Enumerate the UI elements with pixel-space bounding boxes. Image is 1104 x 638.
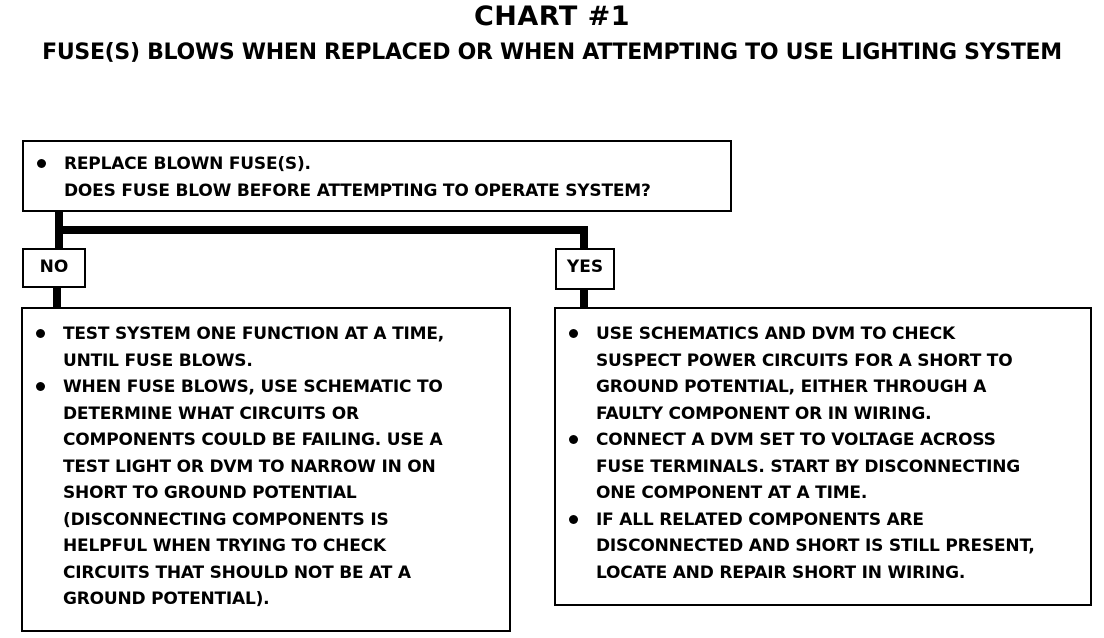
connector-yes-drop — [580, 226, 588, 250]
no-action-line: SHORT TO GROUND POTENTIAL — [63, 483, 357, 503]
no-action-line: TEST SYSTEM ONE FUNCTION AT A TIME, — [63, 324, 444, 344]
yes-action-box — [554, 307, 1092, 606]
yes-action-line: GROUND POTENTIAL, EITHER THROUGH A — [596, 377, 987, 397]
chart-title: CHART #1 — [473, 1, 631, 32]
no-action-item — [31, 374, 503, 613]
yes-action-line: DISCONNECTED AND SHORT IS STILL PRESENT, — [596, 536, 1035, 556]
yes-action-line: SUSPECT POWER CIRCUITS FOR A SHORT TO — [596, 350, 1013, 371]
no-action-line: COMPONENTS COULD BE FAILING. USE A — [63, 430, 443, 450]
yes-action-line: CONNECT A DVM SET TO VOLTAGE ACROSS — [596, 430, 996, 450]
connector-yes-stem — [580, 289, 588, 309]
no-action-line: WHEN FUSE BLOWS, USE SCHEMATIC TO — [63, 377, 443, 397]
yes-action-line: LOCATE AND REPAIR SHORT IN WIRING. — [596, 562, 966, 583]
no-action-line: GROUND POTENTIAL). — [63, 589, 270, 609]
decision-item — [32, 151, 722, 204]
decision-line: REPLACE BLOWN FUSE(S). — [64, 154, 311, 174]
connector-horizontal — [55, 226, 588, 234]
no-action-line: CIRCUITS THAT SHOULD NOT BE AT A — [63, 562, 411, 583]
yes-action-item — [564, 427, 1086, 507]
yes-action-line: USE SCHEMATICS AND DVM TO CHECK — [596, 324, 956, 344]
no-action-line: UNTIL FUSE BLOWS. — [63, 350, 253, 371]
no-action-line: HELPFUL WHEN TRYING TO CHECK — [63, 536, 386, 556]
no-action-item — [31, 321, 503, 374]
branch-label-yes: YES — [555, 248, 615, 290]
yes-action-item — [564, 507, 1086, 587]
decision-box — [22, 140, 732, 212]
no-action-line: TEST LIGHT OR DVM TO NARROW IN ON — [63, 456, 436, 477]
no-action-line: (DISCONNECTING COMPONENTS IS — [63, 509, 389, 530]
yes-action-item — [564, 321, 1086, 427]
yes-action-line: FAULTY COMPONENT OR IN WIRING. — [596, 403, 932, 424]
decision-line: DOES FUSE BLOW BEFORE ATTEMPTING TO OPERATE SYSTEM? — [64, 180, 651, 201]
no-action-line: DETERMINE WHAT CIRCUITS OR — [63, 403, 359, 424]
yes-action-line: IF ALL RELATED COMPONENTS ARE — [596, 509, 924, 530]
no-action-box — [21, 307, 511, 632]
branch-label-no: NO — [22, 248, 86, 288]
yes-action-line: ONE COMPONENT AT A TIME. — [596, 483, 868, 503]
chart-subtitle: FUSE(S) BLOWS WHEN REPLACED OR WHEN ATTEMPTING TO USE LIGHTING SYSTEM — [42, 40, 1062, 65]
yes-action-line: FUSE TERMINALS. START BY DISCONNECTING — [596, 456, 1020, 477]
